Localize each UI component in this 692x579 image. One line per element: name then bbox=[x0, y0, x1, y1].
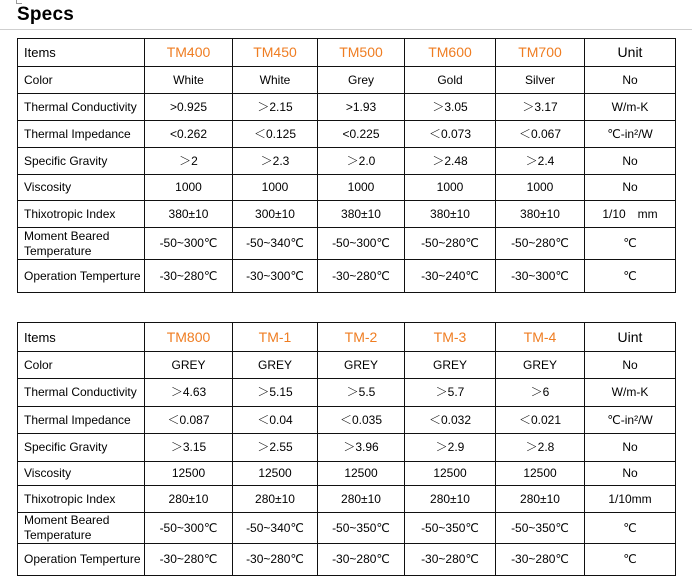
unit-cell: No bbox=[585, 148, 676, 175]
value-cell: 380±10 bbox=[145, 201, 233, 228]
value-cell: -30~280℃ bbox=[233, 544, 318, 576]
value-cell: 1000 bbox=[145, 175, 233, 201]
value-cell: ＞5.15 bbox=[233, 379, 318, 407]
table-row bbox=[18, 513, 676, 544]
value-cell: ＞2.55 bbox=[233, 434, 318, 462]
column-header-model: TM400 bbox=[145, 39, 233, 67]
value-cell: -30~240℃ bbox=[405, 260, 496, 293]
value-cell: 1000 bbox=[405, 175, 496, 201]
value-cell: -30~280℃ bbox=[145, 260, 233, 293]
value-cell: ＞2 bbox=[145, 148, 233, 175]
unit-cell: 1/10 mm bbox=[585, 201, 676, 228]
row-label: Operation Temperture bbox=[18, 260, 145, 293]
value-cell: >0.925 bbox=[145, 94, 233, 121]
value-cell: ＜0.125 bbox=[233, 121, 318, 148]
table-row bbox=[18, 434, 676, 462]
value-cell: GREY bbox=[496, 352, 585, 379]
row-label: Thermal Impedance bbox=[18, 407, 145, 434]
value-cell: -30~300℃ bbox=[496, 260, 585, 293]
value-cell: GREY bbox=[405, 352, 496, 379]
value-cell: -50~280℃ bbox=[496, 228, 585, 260]
unit-cell: ℃ bbox=[585, 544, 676, 576]
specs-table-1 bbox=[17, 38, 676, 293]
unit-cell: ℃ bbox=[585, 513, 676, 544]
value-cell: ＞2.15 bbox=[233, 94, 318, 121]
value-cell: -30~280℃ bbox=[318, 260, 405, 293]
table-row bbox=[18, 175, 676, 201]
value-cell: White bbox=[233, 67, 318, 94]
header-row bbox=[18, 39, 676, 67]
table-row bbox=[18, 352, 676, 379]
column-header-model: TM700 bbox=[496, 39, 585, 67]
column-header-model: TM-4 bbox=[496, 323, 585, 352]
row-label: Color bbox=[18, 67, 145, 94]
column-header-model: TM-3 bbox=[405, 323, 496, 352]
value-cell: Grey bbox=[318, 67, 405, 94]
value-cell: ＞2.9 bbox=[405, 434, 496, 462]
value-cell: 1000 bbox=[496, 175, 585, 201]
unit-cell: ℃-in²/W bbox=[585, 407, 676, 434]
value-cell: White bbox=[145, 67, 233, 94]
value-cell: -50~300℃ bbox=[145, 228, 233, 260]
value-cell: -50~300℃ bbox=[145, 513, 233, 544]
unit-cell: ℃ bbox=[585, 260, 676, 293]
value-cell: <0.262 bbox=[145, 121, 233, 148]
value-cell: ＞3.17 bbox=[496, 94, 585, 121]
value-cell: 380±10 bbox=[496, 201, 585, 228]
column-header-model: TM-2 bbox=[318, 323, 405, 352]
value-cell: ＞2.3 bbox=[233, 148, 318, 175]
unit-cell: No bbox=[585, 434, 676, 462]
value-cell: Gold bbox=[405, 67, 496, 94]
value-cell: GREY bbox=[145, 352, 233, 379]
unit-cell: W/m-K bbox=[585, 94, 676, 121]
table-row bbox=[18, 67, 676, 94]
value-cell: Silver bbox=[496, 67, 585, 94]
value-cell: 380±10 bbox=[405, 201, 496, 228]
column-header-model: TM450 bbox=[233, 39, 318, 67]
row-label: Moment Beared Temperature bbox=[18, 228, 145, 260]
column-header-model: TM500 bbox=[318, 39, 405, 67]
column-header-model: TM-1 bbox=[233, 323, 318, 352]
value-cell: ＞2.4 bbox=[496, 148, 585, 175]
value-cell: 300±10 bbox=[233, 201, 318, 228]
column-header-unit: Uint bbox=[585, 323, 676, 352]
row-label: Thermal Impedance bbox=[18, 121, 145, 148]
value-cell: 1000 bbox=[318, 175, 405, 201]
value-cell: ＞4.63 bbox=[145, 379, 233, 407]
unit-cell: No bbox=[585, 67, 676, 94]
value-cell: ＜0.073 bbox=[405, 121, 496, 148]
value-cell: ＞5.5 bbox=[318, 379, 405, 407]
value-cell: -50~340℃ bbox=[233, 513, 318, 544]
value-cell: GREY bbox=[233, 352, 318, 379]
value-cell: ＜0.035 bbox=[318, 407, 405, 434]
value-cell: 280±10 bbox=[496, 486, 585, 513]
table-row bbox=[18, 94, 676, 121]
title-divider bbox=[0, 29, 692, 30]
row-label: Viscosity bbox=[18, 462, 145, 486]
table-row bbox=[18, 462, 676, 486]
page-title: Specs bbox=[17, 4, 74, 25]
value-cell: 280±10 bbox=[405, 486, 496, 513]
table-row bbox=[18, 148, 676, 175]
value-cell: ＞3.96 bbox=[318, 434, 405, 462]
table-row bbox=[18, 260, 676, 293]
unit-cell: No bbox=[585, 175, 676, 201]
value-cell: 12500 bbox=[233, 462, 318, 486]
value-cell: ＜0.067 bbox=[496, 121, 585, 148]
row-label: Operation Temperture bbox=[18, 544, 145, 576]
value-cell: 280±10 bbox=[233, 486, 318, 513]
table-row bbox=[18, 544, 676, 576]
value-cell: -30~280℃ bbox=[318, 544, 405, 576]
value-cell: -30~280℃ bbox=[405, 544, 496, 576]
value-cell: ＜0.032 bbox=[405, 407, 496, 434]
unit-cell: ℃-in²/W bbox=[585, 121, 676, 148]
row-label: Thixotropic Index bbox=[18, 201, 145, 228]
value-cell: 12500 bbox=[145, 462, 233, 486]
row-label: Specific Gravity bbox=[18, 434, 145, 462]
value-cell: -50~350℃ bbox=[496, 513, 585, 544]
value-cell: ＜0.04 bbox=[233, 407, 318, 434]
column-header-model: TM800 bbox=[145, 323, 233, 352]
unit-cell: 1/10mm bbox=[585, 486, 676, 513]
value-cell: ＞5.7 bbox=[405, 379, 496, 407]
row-label: Thixotropic Index bbox=[18, 486, 145, 513]
header-row bbox=[18, 323, 676, 352]
value-cell: ＜0.087 bbox=[145, 407, 233, 434]
value-cell: -30~280℃ bbox=[496, 544, 585, 576]
table-row bbox=[18, 407, 676, 434]
row-label: Moment Beared Temperature bbox=[18, 513, 145, 544]
table-row bbox=[18, 201, 676, 228]
value-cell: ＞2.8 bbox=[496, 434, 585, 462]
value-cell: -50~350℃ bbox=[318, 513, 405, 544]
column-header-unit: Unit bbox=[585, 39, 676, 67]
value-cell: ＞3.15 bbox=[145, 434, 233, 462]
value-cell: 12500 bbox=[496, 462, 585, 486]
value-cell: 280±10 bbox=[318, 486, 405, 513]
value-cell: 12500 bbox=[318, 462, 405, 486]
unit-cell: ℃ bbox=[585, 228, 676, 260]
value-cell: -50~350℃ bbox=[405, 513, 496, 544]
value-cell: 280±10 bbox=[145, 486, 233, 513]
table-row bbox=[18, 486, 676, 513]
value-cell: -30~300℃ bbox=[233, 260, 318, 293]
table-row bbox=[18, 121, 676, 148]
value-cell: -50~300℃ bbox=[318, 228, 405, 260]
value-cell: 12500 bbox=[405, 462, 496, 486]
unit-cell: No bbox=[585, 352, 676, 379]
value-cell: 1000 bbox=[233, 175, 318, 201]
column-header-items: Items bbox=[18, 323, 145, 352]
value-cell: <0.225 bbox=[318, 121, 405, 148]
value-cell: -50~280℃ bbox=[405, 228, 496, 260]
table-row bbox=[18, 379, 676, 407]
value-cell: -30~280℃ bbox=[145, 544, 233, 576]
value-cell: ＞6 bbox=[496, 379, 585, 407]
value-cell: ＜0.021 bbox=[496, 407, 585, 434]
value-cell: GREY bbox=[318, 352, 405, 379]
row-label: Color bbox=[18, 352, 145, 379]
table-row bbox=[18, 228, 676, 260]
row-label: Thermal Conductivity bbox=[18, 94, 145, 121]
column-header-items: Items bbox=[18, 39, 145, 67]
column-header-model: TM600 bbox=[405, 39, 496, 67]
row-label: Specific Gravity bbox=[18, 148, 145, 175]
value-cell: 380±10 bbox=[318, 201, 405, 228]
specs-table-2 bbox=[17, 322, 676, 576]
value-cell: -50~340℃ bbox=[233, 228, 318, 260]
value-cell: ＞2.0 bbox=[318, 148, 405, 175]
row-label: Thermal Conductivity bbox=[18, 379, 145, 407]
value-cell: >1.93 bbox=[318, 94, 405, 121]
row-label: Viscosity bbox=[18, 175, 145, 201]
value-cell: ＞2.48 bbox=[405, 148, 496, 175]
unit-cell: W/m-K bbox=[585, 379, 676, 407]
value-cell: ＞3.05 bbox=[405, 94, 496, 121]
unit-cell: No bbox=[585, 462, 676, 486]
